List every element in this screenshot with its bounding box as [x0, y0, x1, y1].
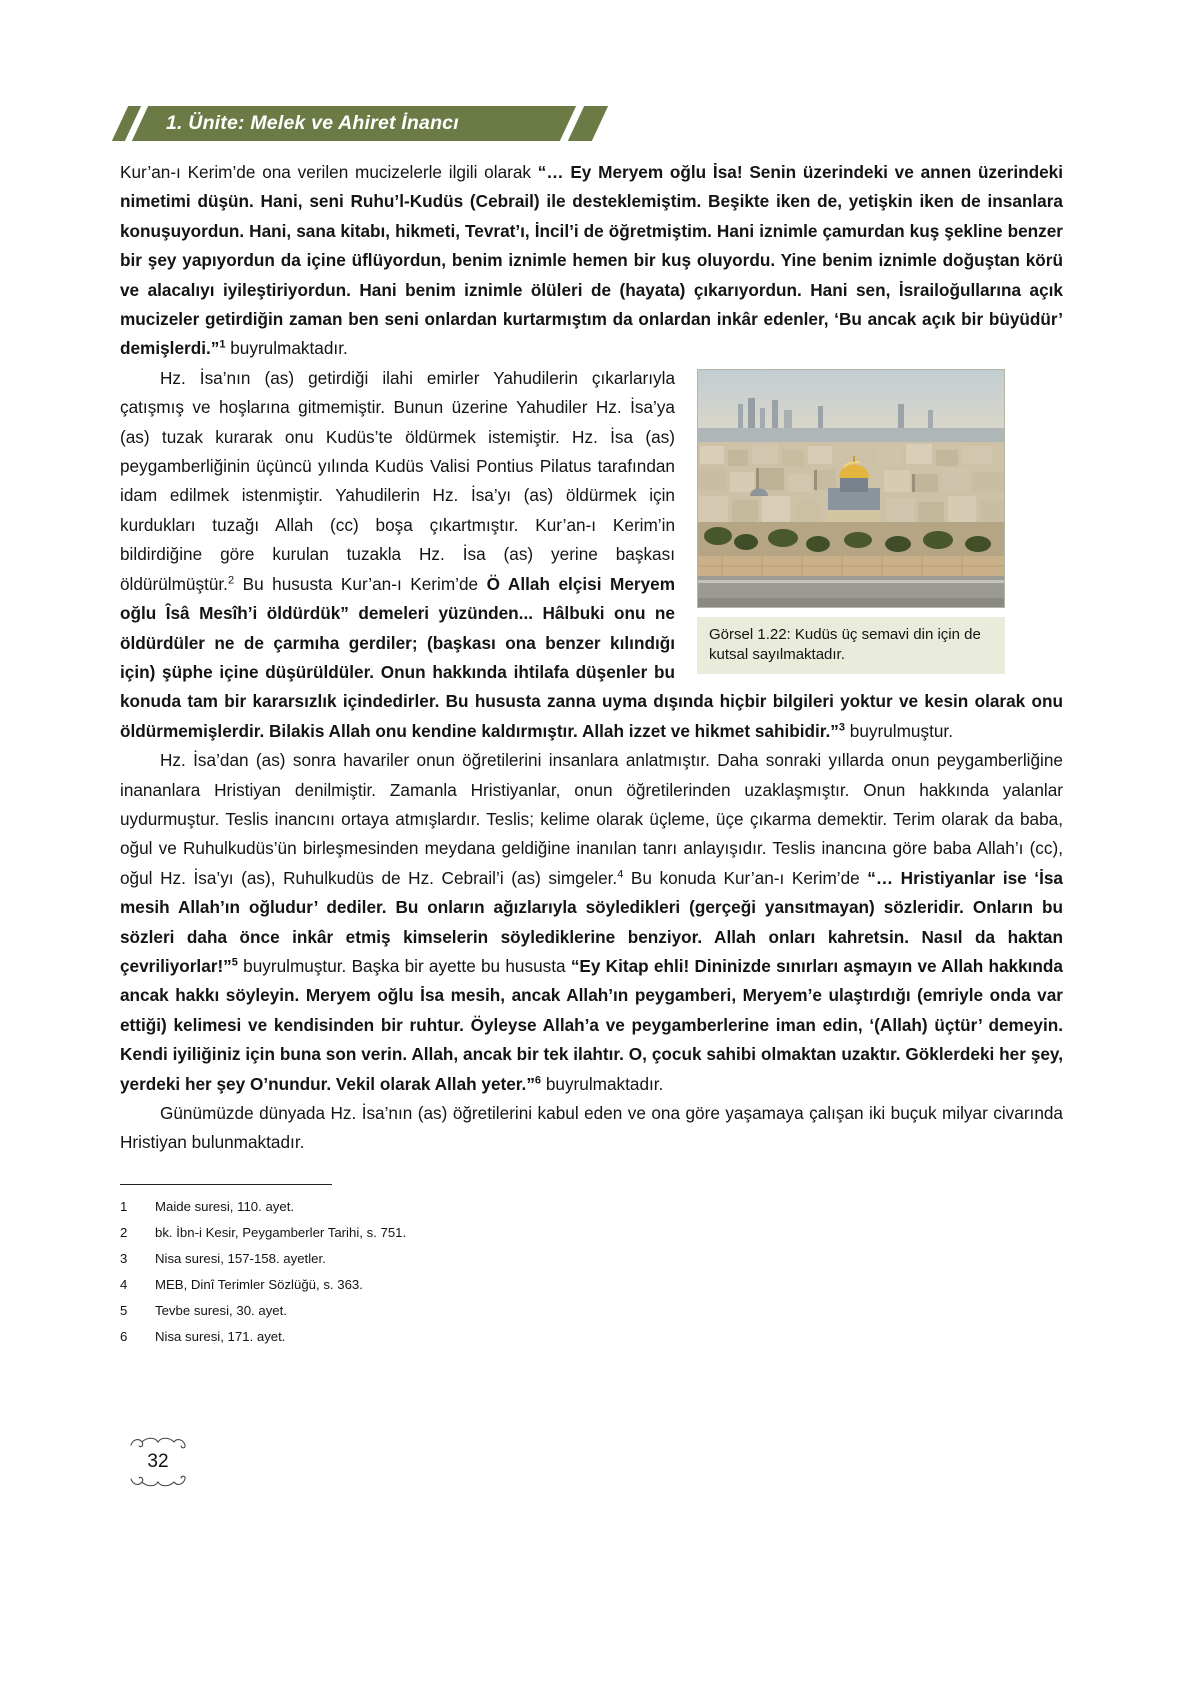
footnote-marker: 6: [534, 1073, 542, 1086]
footnote-text: bk. İbn-i Kesir, Peygamberler Tarihi, s. 751.: [155, 1224, 407, 1240]
footnote-marker: 2: [227, 573, 235, 586]
footnote-number: 4: [120, 1276, 128, 1292]
body-text: Hz. İsa’dan (as) sonra havariler onun öğretilerini insanlara anlatmıştır. Daha sonraki yıllarda onun peygamberliğine inananlara Hristiyan denilmiştir. Zamanla Hristiyanlar, onun öğretilerinden uzaklaşmıştır. Onun hakkında yalanlar uydurmuştur. Teslis inancını ortaya atmışlardır. Teslis; kelime olarak üçleme, üçe çıkarma demektir. Terim olarak da baba, oğul ve Ruhulkudüs’ün birleşmesinden meydana geldiğine inanılan tanrı anlayışıdır. Teslis inancına göre baba Allah’ı (cc), oğul Hz. İsa’yı (as), Ruhulkudüs de Hz. Cebrail’i (as) simgeler.: [120, 750, 1063, 888]
footnote-item: [120, 1246, 1063, 1272]
banner-bar: [132, 106, 576, 141]
footnote-text: Nisa suresi, 171. ayet.: [155, 1328, 286, 1344]
body-text: buyrulmaktadır.: [541, 1073, 664, 1094]
footnote-number: 1: [120, 1198, 128, 1214]
paragraph-group-top: [120, 158, 1063, 364]
body-text: Bu konuda Kur’an-ı Kerim’de: [623, 867, 868, 888]
flourish-top-icon: [122, 1436, 194, 1449]
page-number: 32: [147, 1451, 169, 1472]
footnote-item: [120, 1272, 1063, 1298]
footnote-marker: 3: [838, 720, 846, 733]
footnote-number: 6: [120, 1328, 128, 1344]
quote-text: Ö Allah elçisi Meryem oğlu Îsâ Mesîh’i öldürdük” demeleri yüzünden... Hâlbuki onu ne öldürdüler ne de çarmıha gerdiler; (başkası ona benzer kılındığı için) şüphe içine düşürüldüler. Onun hakkında ihtilafa düşenler bu konuda tam bir kararsızlık içindedirler. Bu hususta zanna uyma dışında hiçbir bilgileri yoktur ve kesin olarak onu öldürmemişlerdir. Bilakis Allah onu kendine kaldırmıştır. Allah izzet ve hikmet sahibidir.”: [120, 573, 1063, 741]
figure-caption-text: Kudüs üç semavi din için de kutsal sayılmaktadır.: [709, 625, 981, 664]
footnote-marker: 4: [617, 868, 624, 881]
figure-caption: [697, 617, 1005, 674]
footnote-number: 2: [120, 1224, 128, 1240]
footnote-text: Maide suresi, 110. ayet.: [155, 1198, 295, 1214]
page-footer: [122, 1436, 194, 1488]
page-body: [120, 158, 1063, 1350]
figure-caption-label: Görsel 1.22:: [709, 625, 791, 643]
body-paragraph: [120, 746, 1063, 1099]
body-text: buyrulmaktadır.: [225, 338, 348, 359]
body-text: buyrulmuştur. Başka bir ayette bu hususta: [237, 955, 571, 976]
body-paragraph: [120, 1099, 1063, 1158]
footnote-text: MEB, Dinî Terimler Sözlüğü, s. 363.: [155, 1276, 363, 1292]
footnote-item: [120, 1298, 1063, 1324]
footnote-item: [120, 1324, 1063, 1350]
jerusalem-photo: [697, 369, 1005, 608]
jerusalem-cityscape-illustration: [698, 370, 1004, 607]
footnote-number: 5: [120, 1302, 128, 1318]
footnote-item: [120, 1220, 1063, 1246]
figure-jerusalem: [697, 369, 1005, 674]
unit-title: 1. Ünite: Melek ve Ahiret İnancı: [166, 112, 459, 134]
footnote-list: [120, 1194, 1063, 1350]
footnote-item: [120, 1194, 1063, 1220]
body-text: buyrulmuştur.: [845, 720, 953, 741]
footnote-text: Nisa suresi, 157-158. ayetler.: [155, 1250, 326, 1266]
unit-banner: [120, 106, 600, 141]
body-text: Günümüzde dünyada Hz. İsa’nın (as) öğretilerini kabul eden ve ona göre yaşamaya çalışan iki buçuk milyar civarında Hristiyan bulunmaktadır.: [120, 1103, 1063, 1153]
footnotes-section: [120, 1158, 1063, 1350]
body-text: Hz. İsa’nın (as) getirdiği ilahi emirler Yahudilerin çıkarlarıyla çatışmış ve hoşlarına gitmemiştir. Bunun üzerine Yahudiler Hz. İsa’ya (as) tuzak kurarak onu Kudüs’te öldürmek istemiştir. Hz. İsa (as) peygamberliğinin üçüncü yılında Kudüs Valisi Pontius Pilatus tarafından idam edilmek istenmiştir. Yahudilerin Hz. İsa’yı (as) öldürmek için kurdukları tuzağı Allah (cc) boşa çıkartmıştır. Kur’an-ı Kerim’in bildirdiğine göre kurulan tuzakla Hz. İsa (as) yerine başkası öldürülmüştür.: [120, 367, 675, 594]
footnote-marker: 1: [219, 338, 226, 351]
flourish-bottom-icon: [122, 1475, 194, 1488]
footnote-marker: 5: [231, 956, 238, 969]
footnote-separator: [120, 1184, 332, 1185]
body-text: Kur’an-ı Kerim’de ona verilen mucizelerle ilgili olarak: [120, 162, 538, 182]
footnote-text: Tevbe suresi, 30. ayet.: [155, 1302, 287, 1318]
body-paragraph: [120, 158, 1063, 364]
footnote-number: 3: [120, 1250, 128, 1266]
quote-text: “… Hristiyanlar ise ‘İsa mesih Allah’ın oğludur’ dediler. Bu onların ağızlarıyla söyledikleri (gerçeği yansıtmayan) sözleridir. Onların bu sözleri daha önce inkâr etmiş kimselerin söylediklerine benziyor. Allah onları kahretsin. Nasıl da haktan çevriliyorlar!”: [120, 867, 1063, 976]
quote-text: “… Ey Meryem oğlu İsa! Senin üzerindeki ve annen üzerindeki nimetimi düşün. Hani, seni Ruhu’l-Kudüs (Cebrail) ile desteklemiştim. Beşikte iken de, yetişkin iken de insanlara konuşuyordun. Hani, sana kitabı, hikmeti, Tevrat’ı, İncil’i de öğretmiştim. Hani iznimle çamurdan kuş şekline benzer bir şey yapıyordun da içine üflüyordun, benim iznimle hemen bir kuş oluyordu. Yine benim iznimle doğuştan körü ve alacalıyı iyileştiriyordun. Hani benim iznimle ölüleri de (hayata) çıkarıyordun. Hani sen, İsrailoğullarına açık mucizeler getirdiğin zaman ben seni onlardan kurtarmıştım da onlardan inkâr edenler, ‘Bu ancak açık bir büyüdür’ demişlerdi.”: [120, 162, 1063, 359]
quote-text: “Ey Kitap ehli! Dininizde sınırları aşmayın ve Allah hakkında ancak hakkı söyleyin. Meryem oğlu İsa mesih, ancak Allah’ın peygamberi, Meryem’e ulaştırdığı (emriyle onda var ettiği) kelimesi ve kendisinden bir ruhtur. Öyleyse Allah’a ve peygamberlerine iman edin, ‘(Allah) üçtür’ demeyin. Kendi iyiliğiniz için buna son verin. Allah, ancak bir tek ilahtır. O, çocuk sahibi olmaktan uzaktır. Göklerdeki her şey, yerdeki her şey O’nundur. Vekil olarak Allah yeter.”: [120, 955, 1063, 1094]
banner-right-stripe: [568, 106, 608, 141]
body-text: Bu hususta Kur’an-ı Kerim’de: [234, 573, 487, 594]
